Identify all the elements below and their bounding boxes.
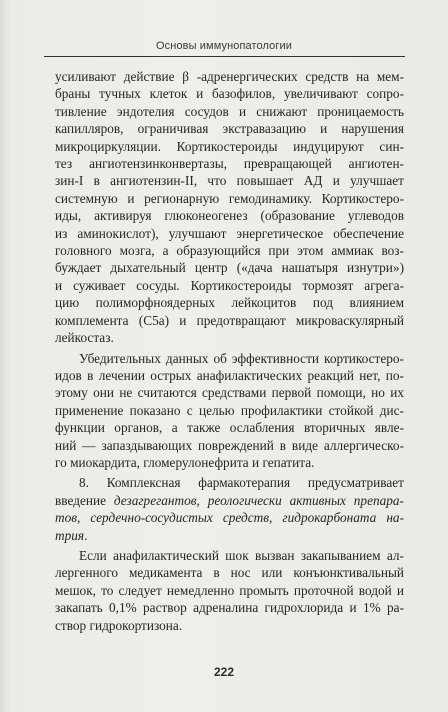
text-line: Убедительных данных об эффективности кортикостеро- [79,350,404,366]
text-line: системную и регионарную гемодинамику. Кортикостеро- [55,190,404,206]
text-line: усиливают действие β -адренергических средств на мем- [55,69,404,84]
header-rule [44,56,405,57]
text-line: из аминокислот), улучшают энергетическое обеспечение [55,225,404,241]
text-line: применение показано с целью профилактики стойкой дис- [55,402,404,418]
italic-text: тов, сердечно-сосудистых средств, гидрокарбоната на- [55,510,404,526]
text-line: го миокардита, гломерулонефрита и гепатита. [55,454,315,470]
text-line: буждает дыхательный центр («дача нашатыря изнутри») [55,260,404,276]
text-fragment: . [84,527,88,543]
text-line: микроциркуляции. Кортикостероиды индуцируют син- [55,138,404,154]
text-line: лергенного медикамента в нос или конъюнктивальный [55,565,404,581]
text-line: функции органов, а также ослабления вторичных явле- [55,420,404,436]
running-header: Основы иммунопатологии [156,40,292,52]
text-line: головного мозга, а образующийся при этом аммиак воз- [55,243,404,259]
text-line: капилляров, ограничивая экстравазацию и нарушения [55,121,404,137]
text-line: створ гидрокортизона. [55,617,183,633]
text-line: мешок, то следует немедленно промыть проточной водой и [55,582,404,598]
text-line: идов в лечении острых анафилактических реакций нет, по- [55,367,404,383]
paragraph-efficacy [55,350,404,472]
text-line: Если анафилактический шок вызван закапыванием ал- [79,547,404,563]
paragraph-combined-pharmacotherapy [55,474,404,544]
text-line: тивление эндотелия сосудов и снижают проницаемость [55,103,404,119]
text-line: цию полиморфноядерных лейкоцитов под влиянием [55,295,404,311]
text-line: браны тучных клеток и базофилов, увеличивают сопро- [55,86,404,102]
italic-text: трия [55,527,85,543]
text-line: тез ангиотензинконвертазы, превращающей ангиотен- [55,156,404,172]
text-line [55,509,404,526]
text-line: и суживает сосуды. Кортикостероиды тормозят агрега- [55,277,404,293]
page-number: 222 [213,665,235,679]
italic-text: дезагрегантов, реологически активных препара- [113,492,404,508]
text-fragment: введение [55,492,114,508]
text-line: закапать 0,1% раствор адреналина гидрохлорида и 1% ра- [55,600,404,616]
text-line: лейкостаз. [55,330,114,346]
text-line: иды, активируя глюконеогенез (образование углеводов [55,208,404,224]
text-line: 8. Комплексная фармакотерапия предусматривает [79,475,404,491]
text-line: зин-I в ангиотензин-II, что повышает АД и улучшает [55,173,404,189]
text-line [55,492,404,509]
text-line [55,527,404,544]
text-line: ний — запаздывающих повреждений в виде аллергическо- [55,437,404,453]
text-line: комплемента (С5а) и предотвращают микроваскулярный [55,312,404,328]
paragraph-corticosteroid-effects [55,68,404,347]
text-line: этому они не считаются средствами первой помощи, но их [55,385,404,401]
body-text [55,68,404,634]
paragraph-local-administration [55,547,404,634]
